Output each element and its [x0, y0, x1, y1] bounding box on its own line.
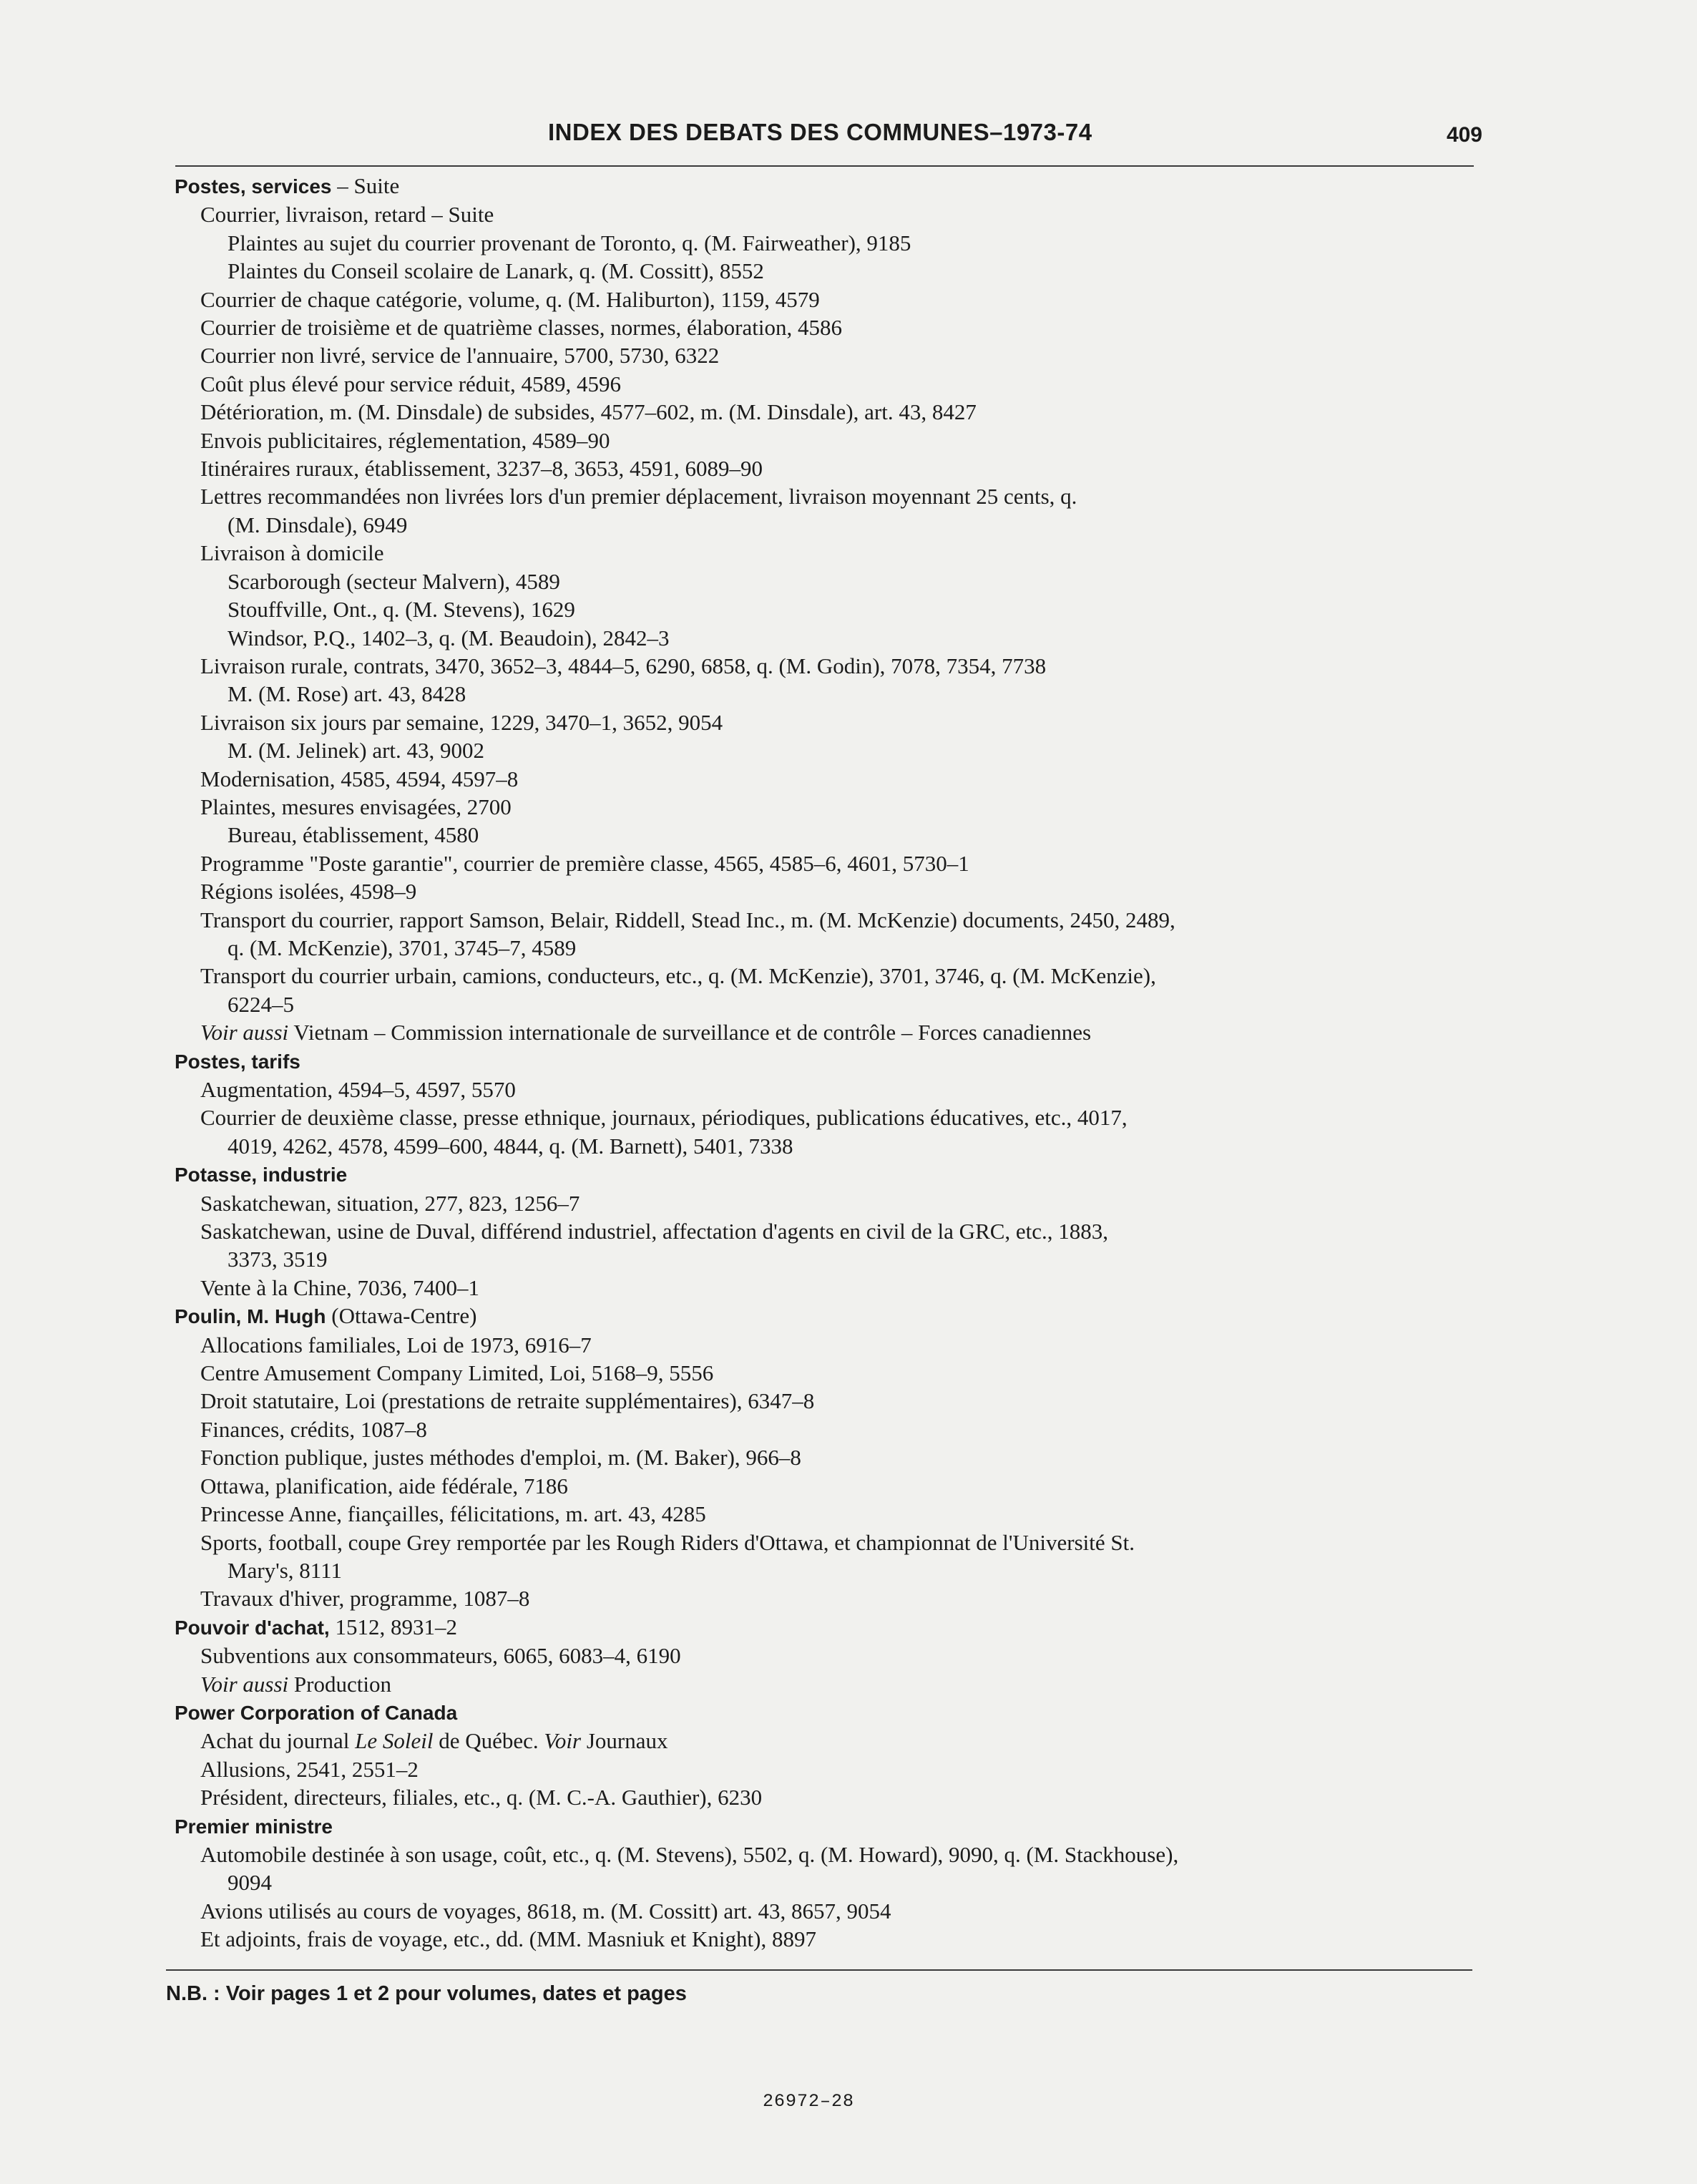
header-divider — [175, 165, 1474, 167]
index-subentry — [169, 934, 1500, 962]
entry-text: Finances, crédits, 1087–8 — [200, 1416, 427, 1442]
index-subentry — [169, 1245, 1500, 1273]
heading-term: Postes, services — [175, 175, 332, 198]
print-code: 26972–28 — [763, 2091, 855, 2112]
entry-text: Plaintes, mesures envisagées, 2700 — [200, 794, 512, 819]
index-entry — [169, 1443, 1500, 1471]
index-entry — [169, 877, 1500, 905]
index-entry — [169, 1189, 1500, 1217]
index-entry — [169, 1584, 1500, 1612]
entry-text: 4019, 4262, 4578, 4599–600, 4844, q. (M. Barnett), 5401, 7338 — [228, 1133, 793, 1159]
index-entry — [169, 1841, 1500, 1868]
entry-text: Princesse Anne, fiançailles, félicitations, m. art. 43, 4285 — [200, 1501, 706, 1527]
index-subentry — [169, 229, 1500, 257]
index-entry — [169, 1783, 1500, 1811]
index-heading — [169, 1047, 1500, 1076]
index-entry — [169, 1925, 1500, 1953]
entry-text: Et adjoints, frais de voyage, etc., dd. (MM. Masniuk et Knight), 8897 — [200, 1926, 816, 1952]
entry-text: Centre Amusement Company Limited, Loi, 5168–9, 5556 — [200, 1360, 714, 1386]
entry-text: M. (M. Rose) art. 43, 8428 — [228, 681, 466, 707]
entry-text: Augmentation, 4594–5, 4597, 5570 — [200, 1077, 516, 1102]
italic-text: Le Soleil — [355, 1728, 434, 1754]
index-entry — [169, 286, 1500, 313]
index-entry — [169, 454, 1500, 482]
index-entry — [169, 765, 1500, 793]
entry-text: Livraison six jours par semaine, 1229, 3470–1, 3652, 9054 — [200, 709, 723, 735]
index-subentry — [169, 595, 1500, 623]
entry-text: Scarborough (secteur Malvern), 4589 — [228, 568, 560, 594]
index-heading — [169, 1613, 1500, 1642]
entry-text: Livraison rurale, contrats, 3470, 3652–3, 4844–5, 6290, 6858, q. (M. Godin), 7078, 7354, 7738 — [200, 653, 1047, 678]
index-entry — [169, 849, 1500, 877]
heading-term: Power Corporation of Canada — [175, 1701, 458, 1724]
page-number: 409 — [1446, 123, 1482, 147]
index-entry — [169, 1331, 1500, 1359]
page-title: INDEX DES DEBATS DES COMMUNES–1973-74 — [548, 119, 1092, 145]
entry-text: Courrier de chaque catégorie, volume, q. (M. Haliburton), 1159, 4579 — [200, 286, 820, 312]
entry-text: Avions utilisés au cours de voyages, 8618, m. (M. Cossitt) art. 43, 8657, 9054 — [200, 1898, 891, 1924]
entry-text: Coût plus élevé pour service réduit, 4589, 4596 — [200, 371, 622, 396]
entry-text: Droit statutaire, Loi (prestations de retraite supplémentaires), 6347–8 — [200, 1388, 815, 1414]
entry-text: Fonction publique, justes méthodes d'emploi, m. (M. Baker), 966–8 — [200, 1445, 801, 1471]
entry-text: Production — [288, 1671, 391, 1697]
entry-text: M. (M. Jelinek) art. 43, 9002 — [228, 738, 485, 764]
entry-text: Vietnam – Commission internationale de surveillance et de contrôle – Forces canadiennes — [288, 1020, 1092, 1045]
index-entry — [169, 1103, 1500, 1131]
index-subentry — [169, 821, 1500, 849]
index-entry — [169, 1359, 1500, 1387]
heading-term: Pouvoir d'achat, — [175, 1616, 330, 1639]
entry-text: q. (M. McKenzie), 3701, 3745–7, 4589 — [228, 935, 577, 960]
index-entry — [169, 1642, 1500, 1669]
index-entry — [169, 1387, 1500, 1415]
index-heading — [169, 1812, 1500, 1841]
entry-text: Plaintes au sujet du courrier provenant de Toronto, q. (M. Fairweather), 9185 — [228, 230, 911, 255]
index-entry — [169, 426, 1500, 454]
entry-text: Livraison à domicile — [200, 540, 384, 566]
index-entry — [169, 1500, 1500, 1528]
index-entry — [169, 1415, 1500, 1443]
index-subentry — [169, 511, 1500, 539]
entry-text: 3373, 3519 — [228, 1247, 328, 1272]
entry-text: – Suite — [331, 173, 400, 198]
entry-text: Saskatchewan, usine de Duval, différend industriel, affectation d'agents en civil de la GRC, etc., 1883, — [200, 1219, 1109, 1244]
index-body — [169, 172, 1500, 1954]
entry-text: Journaux — [581, 1728, 668, 1754]
index-entry — [169, 1274, 1500, 1302]
index-entry — [169, 200, 1500, 228]
index-heading — [169, 172, 1500, 200]
entry-text: Automobile destinée à son usage, coût, etc., q. (M. Stevens), 5502, q. (M. Howard), 9090, q. (M. Stackhouse), — [200, 1841, 1179, 1867]
heading-term: Premier ministre — [175, 1815, 333, 1838]
index-subentry — [169, 680, 1500, 708]
italic-text: Voir — [544, 1728, 582, 1754]
entry-text: Programme "Poste garantie", courrier de première classe, 4565, 4585–6, 4601, 5730–1 — [200, 850, 969, 876]
entry-text: Lettres recommandées non livrées lors d'un premier déplacement, livraison moyennant 25 cents, q. — [200, 484, 1077, 510]
index-entry — [169, 962, 1500, 990]
index-entry — [169, 398, 1500, 426]
index-entry — [169, 313, 1500, 341]
index-entry — [169, 1217, 1500, 1245]
italic-text: Voir aussi — [200, 1020, 289, 1045]
footer-divider — [166, 1969, 1472, 1971]
entry-text: Allusions, 2541, 2551–2 — [200, 1756, 419, 1782]
index-entry — [169, 370, 1500, 398]
entry-text: Allocations familiales, Loi de 1973, 6916–7 — [200, 1332, 592, 1357]
heading-term: Poulin, M. Hugh — [175, 1305, 326, 1328]
entry-text: Régions isolées, 4598–9 — [200, 879, 417, 905]
index-entry — [169, 1472, 1500, 1500]
index-subentry — [169, 990, 1500, 1018]
entry-text: Saskatchewan, situation, 277, 823, 1256–7 — [200, 1190, 580, 1216]
entry-text: Itinéraires ruraux, établissement, 3237–8, 3653, 4591, 6089–90 — [200, 456, 763, 482]
index-entry — [169, 1018, 1500, 1046]
index-subentry — [169, 1868, 1500, 1896]
heading-term: Postes, tarifs — [175, 1050, 300, 1073]
index-subentry — [169, 257, 1500, 285]
index-entry — [169, 1755, 1500, 1783]
entry-text: 1512, 8931–2 — [329, 1614, 457, 1639]
entry-text: 6224–5 — [228, 991, 294, 1017]
index-entry — [169, 539, 1500, 567]
index-heading — [169, 1302, 1500, 1330]
entry-text: Détérioration, m. (M. Dinsdale) de subsides, 4577–602, m. (M. Dinsdale), art. 43, 8427 — [200, 399, 977, 425]
entry-text: Courrier de troisième et de quatrième classes, normes, élaboration, 4586 — [200, 315, 842, 341]
entry-text: (M. Dinsdale), 6949 — [228, 512, 408, 537]
entry-text: Modernisation, 4585, 4594, 4597–8 — [200, 766, 519, 791]
entry-text: Bureau, établissement, 4580 — [228, 822, 479, 848]
index-entry — [169, 482, 1500, 510]
entry-text: Courrier, livraison, retard – Suite — [200, 202, 494, 228]
index-entry — [169, 341, 1500, 369]
entry-text: Achat du journal — [200, 1728, 356, 1754]
index-entry — [169, 1897, 1500, 1925]
entry-text: Courrier non livré, service de l'annuaire, 5700, 5730, 6322 — [200, 343, 720, 369]
index-subentry — [169, 736, 1500, 764]
entry-text: Sports, football, coupe Grey remportée par les Rough Riders d'Ottawa, et championnat de l'Université St. — [200, 1529, 1135, 1555]
entry-text: Mary's, 8111 — [228, 1557, 342, 1583]
entry-text: 9094 — [228, 1870, 272, 1896]
index-subentry — [169, 1132, 1500, 1160]
index-entry — [169, 652, 1500, 680]
index-subentry — [169, 624, 1500, 652]
index-entry — [169, 1529, 1500, 1556]
italic-text: Voir aussi — [200, 1671, 289, 1697]
index-subentry — [169, 567, 1500, 595]
index-entry — [169, 1076, 1500, 1103]
entry-text: Subventions aux consommateurs, 6065, 6083–4, 6190 — [200, 1643, 681, 1669]
entry-text: Courrier de deuxième classe, presse ethnique, journaux, périodiques, publications éducatives, etc., 4017, — [200, 1105, 1128, 1131]
index-entry — [169, 1670, 1500, 1698]
entry-text: Windsor, P.Q., 1402–3, q. (M. Beaudoin), 2842–3 — [228, 625, 670, 650]
entry-text: Président, directeurs, filiales, etc., q. (M. C.-A. Gauthier), 6230 — [200, 1785, 763, 1810]
entry-text: (Ottawa-Centre) — [326, 1303, 477, 1329]
entry-text: Stouffville, Ont., q. (M. Stevens), 1629 — [228, 597, 575, 623]
footer-note: N.B. : Voir pages 1 et 2 pour volumes, dates et pages — [166, 1982, 687, 2005]
page-header — [169, 117, 1482, 160]
entry-text: Plaintes du Conseil scolaire de Lanark, q. (M. Cossitt), 8552 — [228, 258, 764, 284]
entry-text: Transport du courrier, rapport Samson, Belair, Riddell, Stead Inc., m. (M. McKenzie) documents, 2450, 2489, — [200, 907, 1175, 932]
entry-text: Travaux d'hiver, programme, 1087–8 — [200, 1586, 530, 1612]
entry-text: Envois publicitaires, réglementation, 4589–90 — [200, 427, 610, 453]
index-subentry — [169, 1556, 1500, 1584]
index-entry — [169, 906, 1500, 934]
heading-term: Potasse, industrie — [175, 1164, 348, 1186]
entry-text: Ottawa, planification, aide fédérale, 7186 — [200, 1473, 568, 1498]
entry-text: Vente à la Chine, 7036, 7400–1 — [200, 1274, 480, 1300]
entry-text: Transport du courrier urbain, camions, conducteurs, etc., q. (M. McKenzie), 3701, 3746, q. (M. McKenzie), — [200, 963, 1156, 989]
index-entry — [169, 708, 1500, 736]
index-entry — [169, 1727, 1500, 1755]
index-heading — [169, 1160, 1500, 1189]
entry-text: de Québec. — [433, 1728, 544, 1754]
index-entry — [169, 793, 1500, 821]
index-heading — [169, 1698, 1500, 1727]
